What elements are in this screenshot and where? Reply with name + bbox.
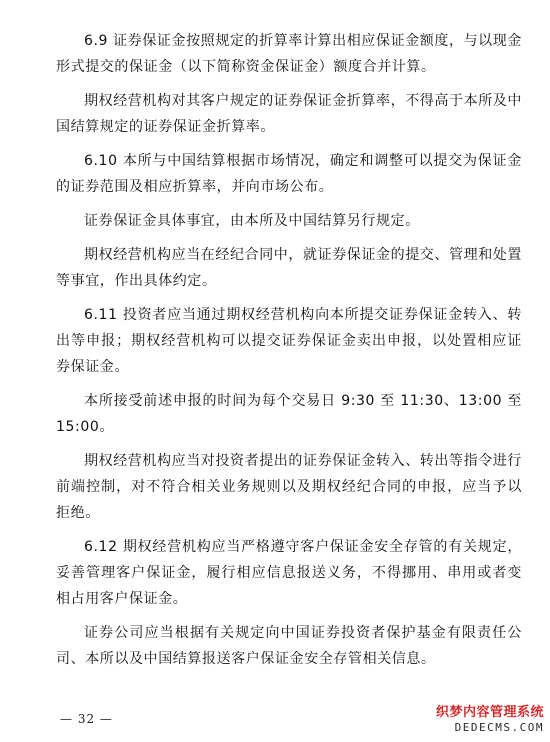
watermark-url: DEDECMS.COM bbox=[454, 721, 544, 734]
paragraph-front-end-control: 期权经营机构应当对投资者提出的证券保证金转入、转出等指令进行前端控制，对不符合相关业务规则以及期权经纪合同的申报，应当予以拒绝。 bbox=[56, 453, 522, 521]
paragraph-information-reporting: 证券公司应当根据有关规定向中国证券投资者保护基金有限责任公司、本所以及中国结算报送客户保证金安全存管相关信息。 bbox=[56, 625, 522, 667]
paragraph-conversion-rate-limit: 期权经营机构对其客户规定的证券保证金折算率，不得高于本所及中国结算规定的证券保证金折算率。 bbox=[56, 93, 522, 135]
paragraph-contract-agreement: 期权经营机构应当在经纪合同中，就证券保证金的提交、管理和处置等事宜，作出具体约定。 bbox=[56, 247, 522, 289]
paragraph-6-10: 6.10 本所与中国结算根据市场情况，确定和调整可以提交为保证金的证券范围及相应折算率，并向市场公布。 bbox=[56, 153, 522, 195]
paragraph-6-12: 6.12 期权经营机构应当严格遵守客户保证金安全存管的有关规定，妥善管理客户保证金，履行相应信息报送义务，不得挪用、串用或者变相占用客户保证金。 bbox=[56, 539, 522, 607]
watermark-logo bbox=[436, 706, 544, 733]
paragraph-6-9: 6.9 证券保证金按照规定的折算率计算出相应保证金额度，与以现金形式提交的保证金（以下简称资金保证金）额度合并计算。 bbox=[56, 33, 522, 75]
page-number: — 32 — bbox=[60, 712, 113, 726]
paragraph-separate-rules: 证券保证金具体事宜，由本所及中国结算另行规定。 bbox=[84, 213, 420, 229]
watermark-title: 织梦内容管理系统 bbox=[435, 705, 544, 720]
document-body bbox=[56, 28, 522, 680]
paragraph-6-11: 6.11 投资者应当通过期权经营机构向本所提交证券保证金转入、转出等申报；期权经营机构可以提交证券保证金卖出申报，以处置相应证券保证金。 bbox=[56, 307, 522, 375]
paragraph-declaration-time: 本所接受前述申报的时间为每个交易日 9:30 至 11:30、13:00 至 15:00。 bbox=[56, 393, 522, 435]
